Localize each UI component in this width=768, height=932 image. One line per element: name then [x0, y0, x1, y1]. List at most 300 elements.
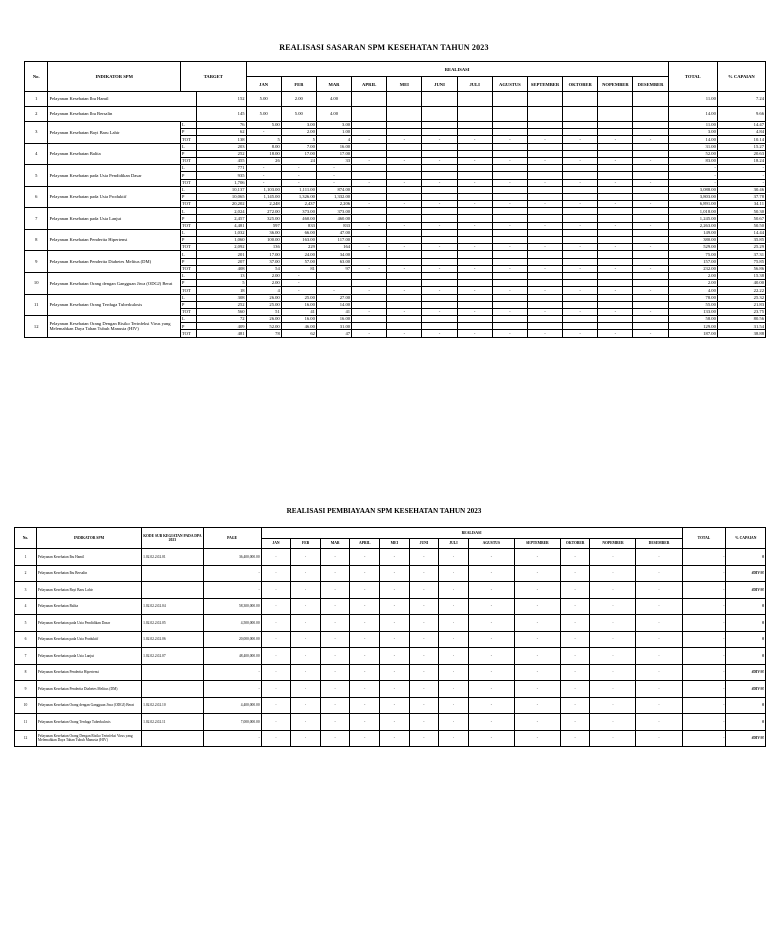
month-value: 7.00 — [281, 143, 316, 150]
month-value: - — [261, 681, 291, 698]
total-value: - — [668, 165, 717, 172]
month-value: - — [387, 179, 422, 186]
month-header: SEPTEMBER — [527, 77, 562, 92]
row-number: 9 — [15, 681, 37, 698]
month-value: - — [590, 631, 636, 648]
month-value: - — [560, 730, 590, 747]
indicator-name: Pelayanan Kesehatan Penderita Diabetes Melitus (DM) — [36, 681, 141, 698]
indicator-name: Pelayanan Kesehatan Ibu Hamil — [48, 92, 197, 107]
month-value: - — [422, 287, 457, 294]
month-value — [527, 143, 562, 150]
month-value — [598, 316, 633, 323]
month-value — [633, 258, 668, 265]
month-header: APRIL — [352, 77, 387, 92]
capaian-value: 15.27 — [717, 143, 765, 150]
month-value: - — [590, 697, 636, 714]
month-header: SEPTEMBER — [514, 539, 560, 549]
month-value: - — [636, 582, 682, 599]
month-value — [527, 301, 562, 308]
capaian-value: #DIV/0! — [726, 681, 766, 698]
month-value: 27.00 — [316, 294, 351, 301]
month-value: 46.00 — [281, 323, 316, 330]
total-value: 6,891.00 — [668, 201, 717, 208]
total-value: - — [682, 697, 726, 714]
month-value: - — [527, 244, 562, 251]
capaian-value: 14.47 — [717, 122, 765, 129]
month-value: - — [350, 730, 380, 747]
month-value — [352, 229, 387, 236]
month-value — [563, 272, 598, 279]
month-value: - — [409, 648, 439, 665]
month-value: - — [527, 136, 562, 143]
target-value: 20,202 — [197, 201, 246, 208]
total-value: - — [682, 648, 726, 665]
month-value: - — [590, 565, 636, 582]
month-value: - — [422, 179, 457, 186]
table-row — [25, 165, 766, 172]
month-header: MAR — [320, 539, 350, 549]
month-value: 26.00 — [246, 316, 281, 323]
month-value — [633, 143, 668, 150]
total-value: 149.00 — [668, 229, 717, 236]
month-value — [352, 237, 387, 244]
month-value — [352, 186, 387, 193]
indicator-name: Pelayanan Kesehatan Ibu Hamil — [36, 549, 141, 566]
capaian-value: - — [717, 179, 765, 186]
month-value: - — [457, 157, 492, 164]
total-value: 2,263.00 — [668, 222, 717, 229]
month-header: JUNI — [422, 77, 457, 92]
kode-value — [142, 582, 203, 599]
month-value: - — [492, 244, 527, 251]
month-value — [598, 172, 633, 179]
col-realisasi: REALISASI — [261, 528, 682, 539]
target-value: 1,060 — [197, 237, 246, 244]
month-value: - — [560, 598, 590, 615]
capaian-value: 15.38 — [717, 272, 765, 279]
month-value: 1,103.00 — [246, 186, 281, 193]
month-value — [457, 272, 492, 279]
table-row — [15, 697, 766, 714]
indicator-name: Pelayanan Kesehatan pada Usia Produktif — [48, 186, 180, 208]
month-value — [422, 122, 457, 129]
month-header: JULI — [457, 77, 492, 92]
month-value: 18.00 — [246, 150, 281, 157]
month-value — [633, 323, 668, 330]
month-value — [527, 150, 562, 157]
table-row — [15, 631, 766, 648]
month-value: - — [636, 664, 682, 681]
capaian-value: 50.50 — [717, 222, 765, 229]
month-value: - — [422, 330, 457, 337]
month-value — [352, 172, 387, 179]
month-value: - — [492, 330, 527, 337]
target-value: 481 — [197, 330, 246, 337]
month-value: - — [320, 664, 350, 681]
month-value — [527, 229, 562, 236]
month-value — [563, 280, 598, 287]
month-value — [387, 215, 422, 222]
sub-label: TOT — [180, 265, 196, 272]
month-value: - — [350, 681, 380, 698]
col-total: TOTAL — [668, 62, 717, 92]
kode-value: 1.02.02.2.02.06 — [142, 631, 203, 648]
kode-value — [142, 681, 203, 698]
month-header: MAR — [316, 77, 351, 92]
month-value: - — [387, 157, 422, 164]
capaian-value: 0 — [726, 697, 766, 714]
indicator-name: Pelayanan Kesehatan Penderita Hipertensi — [36, 664, 141, 681]
month-value — [457, 294, 492, 301]
month-header: JUNI — [409, 539, 439, 549]
table-row — [15, 549, 766, 566]
month-value: - — [468, 730, 514, 747]
month-value — [422, 272, 457, 279]
month-value: - — [514, 648, 560, 665]
month-value: - — [291, 714, 321, 731]
month-value — [422, 251, 457, 258]
month-value: - — [291, 697, 321, 714]
month-value — [457, 237, 492, 244]
table-row — [25, 186, 766, 193]
month-value: - — [352, 201, 387, 208]
row-number: 11 — [25, 294, 48, 316]
total-value: - — [682, 549, 726, 566]
month-value: - — [387, 222, 422, 229]
sub-label: L — [180, 294, 196, 301]
spm-target-table — [24, 61, 766, 338]
month-value — [492, 186, 527, 193]
sub-label: P — [180, 129, 196, 136]
total-value: 58.00 — [668, 316, 717, 323]
month-value — [527, 172, 562, 179]
sub-label: L — [180, 316, 196, 323]
month-value: - — [590, 598, 636, 615]
table-row — [15, 598, 766, 615]
table-row — [25, 208, 766, 215]
month-value — [598, 258, 633, 265]
month-value: - — [492, 308, 527, 315]
sub-label: P — [180, 280, 196, 287]
month-value: 5 — [281, 136, 316, 143]
page-value: 4,400,000.00 — [203, 697, 261, 714]
month-value — [422, 186, 457, 193]
capaian-value: 0 — [726, 598, 766, 615]
month-value — [527, 258, 562, 265]
total-value: 4.00 — [668, 287, 717, 294]
month-value: - — [636, 714, 682, 731]
month-value: - — [387, 308, 422, 315]
table-row — [25, 92, 766, 107]
table-row — [15, 648, 766, 665]
target-value: 10,065 — [197, 193, 246, 200]
target-value: 1,706 — [197, 179, 246, 186]
target-value: 13 — [197, 272, 246, 279]
month-value: - — [261, 615, 291, 632]
row-number: 3 — [25, 122, 48, 144]
kode-value: 1.02.02.2.02.05 — [142, 615, 203, 632]
month-value — [492, 323, 527, 330]
month-value: - — [281, 272, 316, 279]
month-value: 325.00 — [246, 215, 281, 222]
month-value — [422, 229, 457, 236]
month-value: - — [439, 615, 469, 632]
month-value — [633, 193, 668, 200]
month-value: - — [514, 697, 560, 714]
month-value: 24.00 — [281, 251, 316, 258]
total-value: - — [682, 615, 726, 632]
month-value — [387, 172, 422, 179]
month-value — [387, 165, 422, 172]
month-value — [527, 323, 562, 330]
month-value: 5.00 — [246, 92, 281, 107]
month-value — [352, 165, 387, 172]
month-value — [527, 294, 562, 301]
kode-value: 1.02.02.2.02.01 — [142, 549, 203, 566]
month-value: - — [439, 631, 469, 648]
month-value — [457, 122, 492, 129]
month-value: - — [636, 730, 682, 747]
month-value: 460.00 — [281, 215, 316, 222]
sub-label: TOT — [180, 157, 196, 164]
month-value — [352, 107, 387, 122]
month-value — [598, 107, 633, 122]
month-value: - — [409, 615, 439, 632]
month-value — [633, 129, 668, 136]
month-value: - — [514, 681, 560, 698]
month-value: - — [514, 565, 560, 582]
month-value — [633, 107, 668, 122]
row-number: 6 — [15, 631, 37, 648]
month-value — [457, 172, 492, 179]
month-value — [527, 193, 562, 200]
row-number: 4 — [25, 143, 48, 165]
month-value — [422, 258, 457, 265]
month-value: - — [320, 648, 350, 665]
capaian-value: 0 — [726, 648, 766, 665]
kode-value: 1.02.02.2.02.07 — [142, 648, 203, 665]
total-value: 2.00 — [668, 280, 717, 287]
capaian-value: 10.14 — [717, 136, 765, 143]
month-value: - — [281, 280, 316, 287]
month-value: - — [352, 265, 387, 272]
month-value: - — [492, 222, 527, 229]
month-value: 272.00 — [246, 208, 281, 215]
month-value: - — [563, 157, 598, 164]
table-row — [25, 272, 766, 279]
month-value — [527, 251, 562, 258]
table-row — [15, 582, 766, 599]
month-value: 229 — [281, 244, 316, 251]
month-value: - — [514, 582, 560, 599]
row-number: 5 — [25, 165, 48, 187]
month-value — [352, 294, 387, 301]
month-value: 2,206 — [316, 201, 351, 208]
month-value — [633, 280, 668, 287]
month-value — [563, 193, 598, 200]
capaian-value: 0 — [726, 549, 766, 566]
page-value: 20,000,000.00 — [203, 631, 261, 648]
month-value — [457, 280, 492, 287]
row-number: 2 — [15, 565, 37, 582]
month-value: - — [633, 157, 668, 164]
month-value — [492, 122, 527, 129]
month-value — [387, 280, 422, 287]
capaian-value: 20.63 — [717, 150, 765, 157]
capaian-value: 18.24 — [717, 157, 765, 164]
indicator-name: Pelayanan Kesehatan pada Usia Pendidikan Dasar — [36, 615, 141, 632]
month-value: - — [320, 730, 350, 747]
month-value: - — [468, 582, 514, 599]
month-value — [457, 92, 492, 107]
month-value: - — [380, 730, 410, 747]
month-value: - — [560, 664, 590, 681]
month-value: - — [563, 179, 598, 186]
row-number: 11 — [15, 714, 37, 731]
col-capaian: % CAPAIAN — [726, 528, 766, 549]
month-value: - — [350, 697, 380, 714]
month-value: 833 — [316, 222, 351, 229]
target-value: 1,032 — [197, 229, 246, 236]
month-value: 4 — [246, 287, 281, 294]
indicator-name: Pelayanan Kesehatan Orang Terduga Tuberkulosis — [36, 714, 141, 731]
month-value: 81 — [281, 265, 316, 272]
table2-title: REALISASI PEMBIAYAAN SPM KESEHATAN TAHUN 2023 — [286, 507, 482, 515]
capaian-value: 37.31 — [717, 251, 765, 258]
table-row — [25, 294, 766, 301]
month-header: APRIL — [350, 539, 380, 549]
month-value — [387, 92, 422, 107]
month-value: - — [380, 648, 410, 665]
month-value — [598, 237, 633, 244]
month-value: 62 — [281, 330, 316, 337]
month-value — [457, 193, 492, 200]
table-row — [25, 251, 766, 258]
month-value: - — [492, 179, 527, 186]
month-value: - — [291, 615, 321, 632]
month-value — [457, 186, 492, 193]
month-value — [598, 323, 633, 330]
total-value: - — [682, 664, 726, 681]
month-value: - — [514, 664, 560, 681]
capaian-value: 25.29 — [717, 244, 765, 251]
month-value: - — [422, 244, 457, 251]
month-value: - — [563, 136, 598, 143]
month-value: - — [352, 157, 387, 164]
month-value — [598, 150, 633, 157]
month-value: - — [352, 244, 387, 251]
capaian-value: #DIV/0! — [726, 664, 766, 681]
month-value: - — [350, 714, 380, 731]
row-number: 4 — [15, 598, 37, 615]
kode-value — [142, 565, 203, 582]
month-value: - — [380, 615, 410, 632]
month-value — [598, 193, 633, 200]
month-value — [598, 186, 633, 193]
sub-label: L — [180, 229, 196, 236]
month-value: - — [261, 549, 291, 566]
target-value: 409 — [197, 323, 246, 330]
month-value — [352, 280, 387, 287]
sub-label: L — [180, 143, 196, 150]
month-value: 16.00 — [281, 316, 316, 323]
month-value: - — [350, 565, 380, 582]
month-value: 17.00 — [316, 150, 351, 157]
month-value: - — [320, 565, 350, 582]
month-value: - — [590, 664, 636, 681]
month-value: - — [320, 697, 350, 714]
month-value: - — [598, 330, 633, 337]
month-value: - — [350, 598, 380, 615]
target-value: 138 — [197, 136, 246, 143]
table-row — [15, 681, 766, 698]
month-value: - — [527, 222, 562, 229]
month-value: - — [439, 648, 469, 665]
total-value: 187.00 — [668, 330, 717, 337]
month-header: MEI — [387, 77, 422, 92]
capaian-value: 34.11 — [717, 201, 765, 208]
sub-label: TOT — [180, 330, 196, 337]
kode-value — [142, 664, 203, 681]
month-header: MEI — [380, 539, 410, 549]
month-value: 47 — [316, 330, 351, 337]
target-value: 145 — [197, 107, 246, 122]
month-value: - — [409, 697, 439, 714]
month-value: - — [590, 714, 636, 731]
month-value: - — [563, 244, 598, 251]
month-value — [422, 301, 457, 308]
month-value: - — [598, 201, 633, 208]
month-value: - — [422, 222, 457, 229]
month-value: 1,145.00 — [246, 193, 281, 200]
total-value: 14.00 — [668, 136, 717, 143]
total-value: - — [682, 631, 726, 648]
month-value: - — [422, 201, 457, 208]
month-value: 37.00 — [246, 258, 281, 265]
month-value: - — [457, 265, 492, 272]
total-value: 52.00 — [668, 150, 717, 157]
month-value — [598, 301, 633, 308]
indicator-name: Pelayanan Kesehatan Ibu Bersalin — [48, 107, 197, 122]
month-value: - — [261, 730, 291, 747]
month-value — [422, 172, 457, 179]
month-value: 25.00 — [281, 294, 316, 301]
month-value: - — [439, 598, 469, 615]
month-value: - — [350, 648, 380, 665]
month-value: - — [468, 648, 514, 665]
month-value: - — [598, 222, 633, 229]
capaian-value: 37.78 — [717, 193, 765, 200]
month-value: - — [352, 136, 387, 143]
month-value — [563, 150, 598, 157]
month-value — [598, 215, 633, 222]
month-value: - — [560, 549, 590, 566]
month-value: - — [291, 549, 321, 566]
month-value: - — [598, 244, 633, 251]
month-value: - — [457, 308, 492, 315]
month-value: - — [636, 631, 682, 648]
month-value: - — [439, 549, 469, 566]
month-value: - — [409, 681, 439, 698]
target-value: 5 — [197, 280, 246, 287]
month-header: JULI — [439, 539, 469, 549]
total-value: 75.00 — [668, 251, 717, 258]
month-value: - — [409, 664, 439, 681]
month-value: 5.00 — [246, 122, 281, 129]
month-value: - — [387, 201, 422, 208]
month-value: - — [560, 565, 590, 582]
month-value — [492, 272, 527, 279]
